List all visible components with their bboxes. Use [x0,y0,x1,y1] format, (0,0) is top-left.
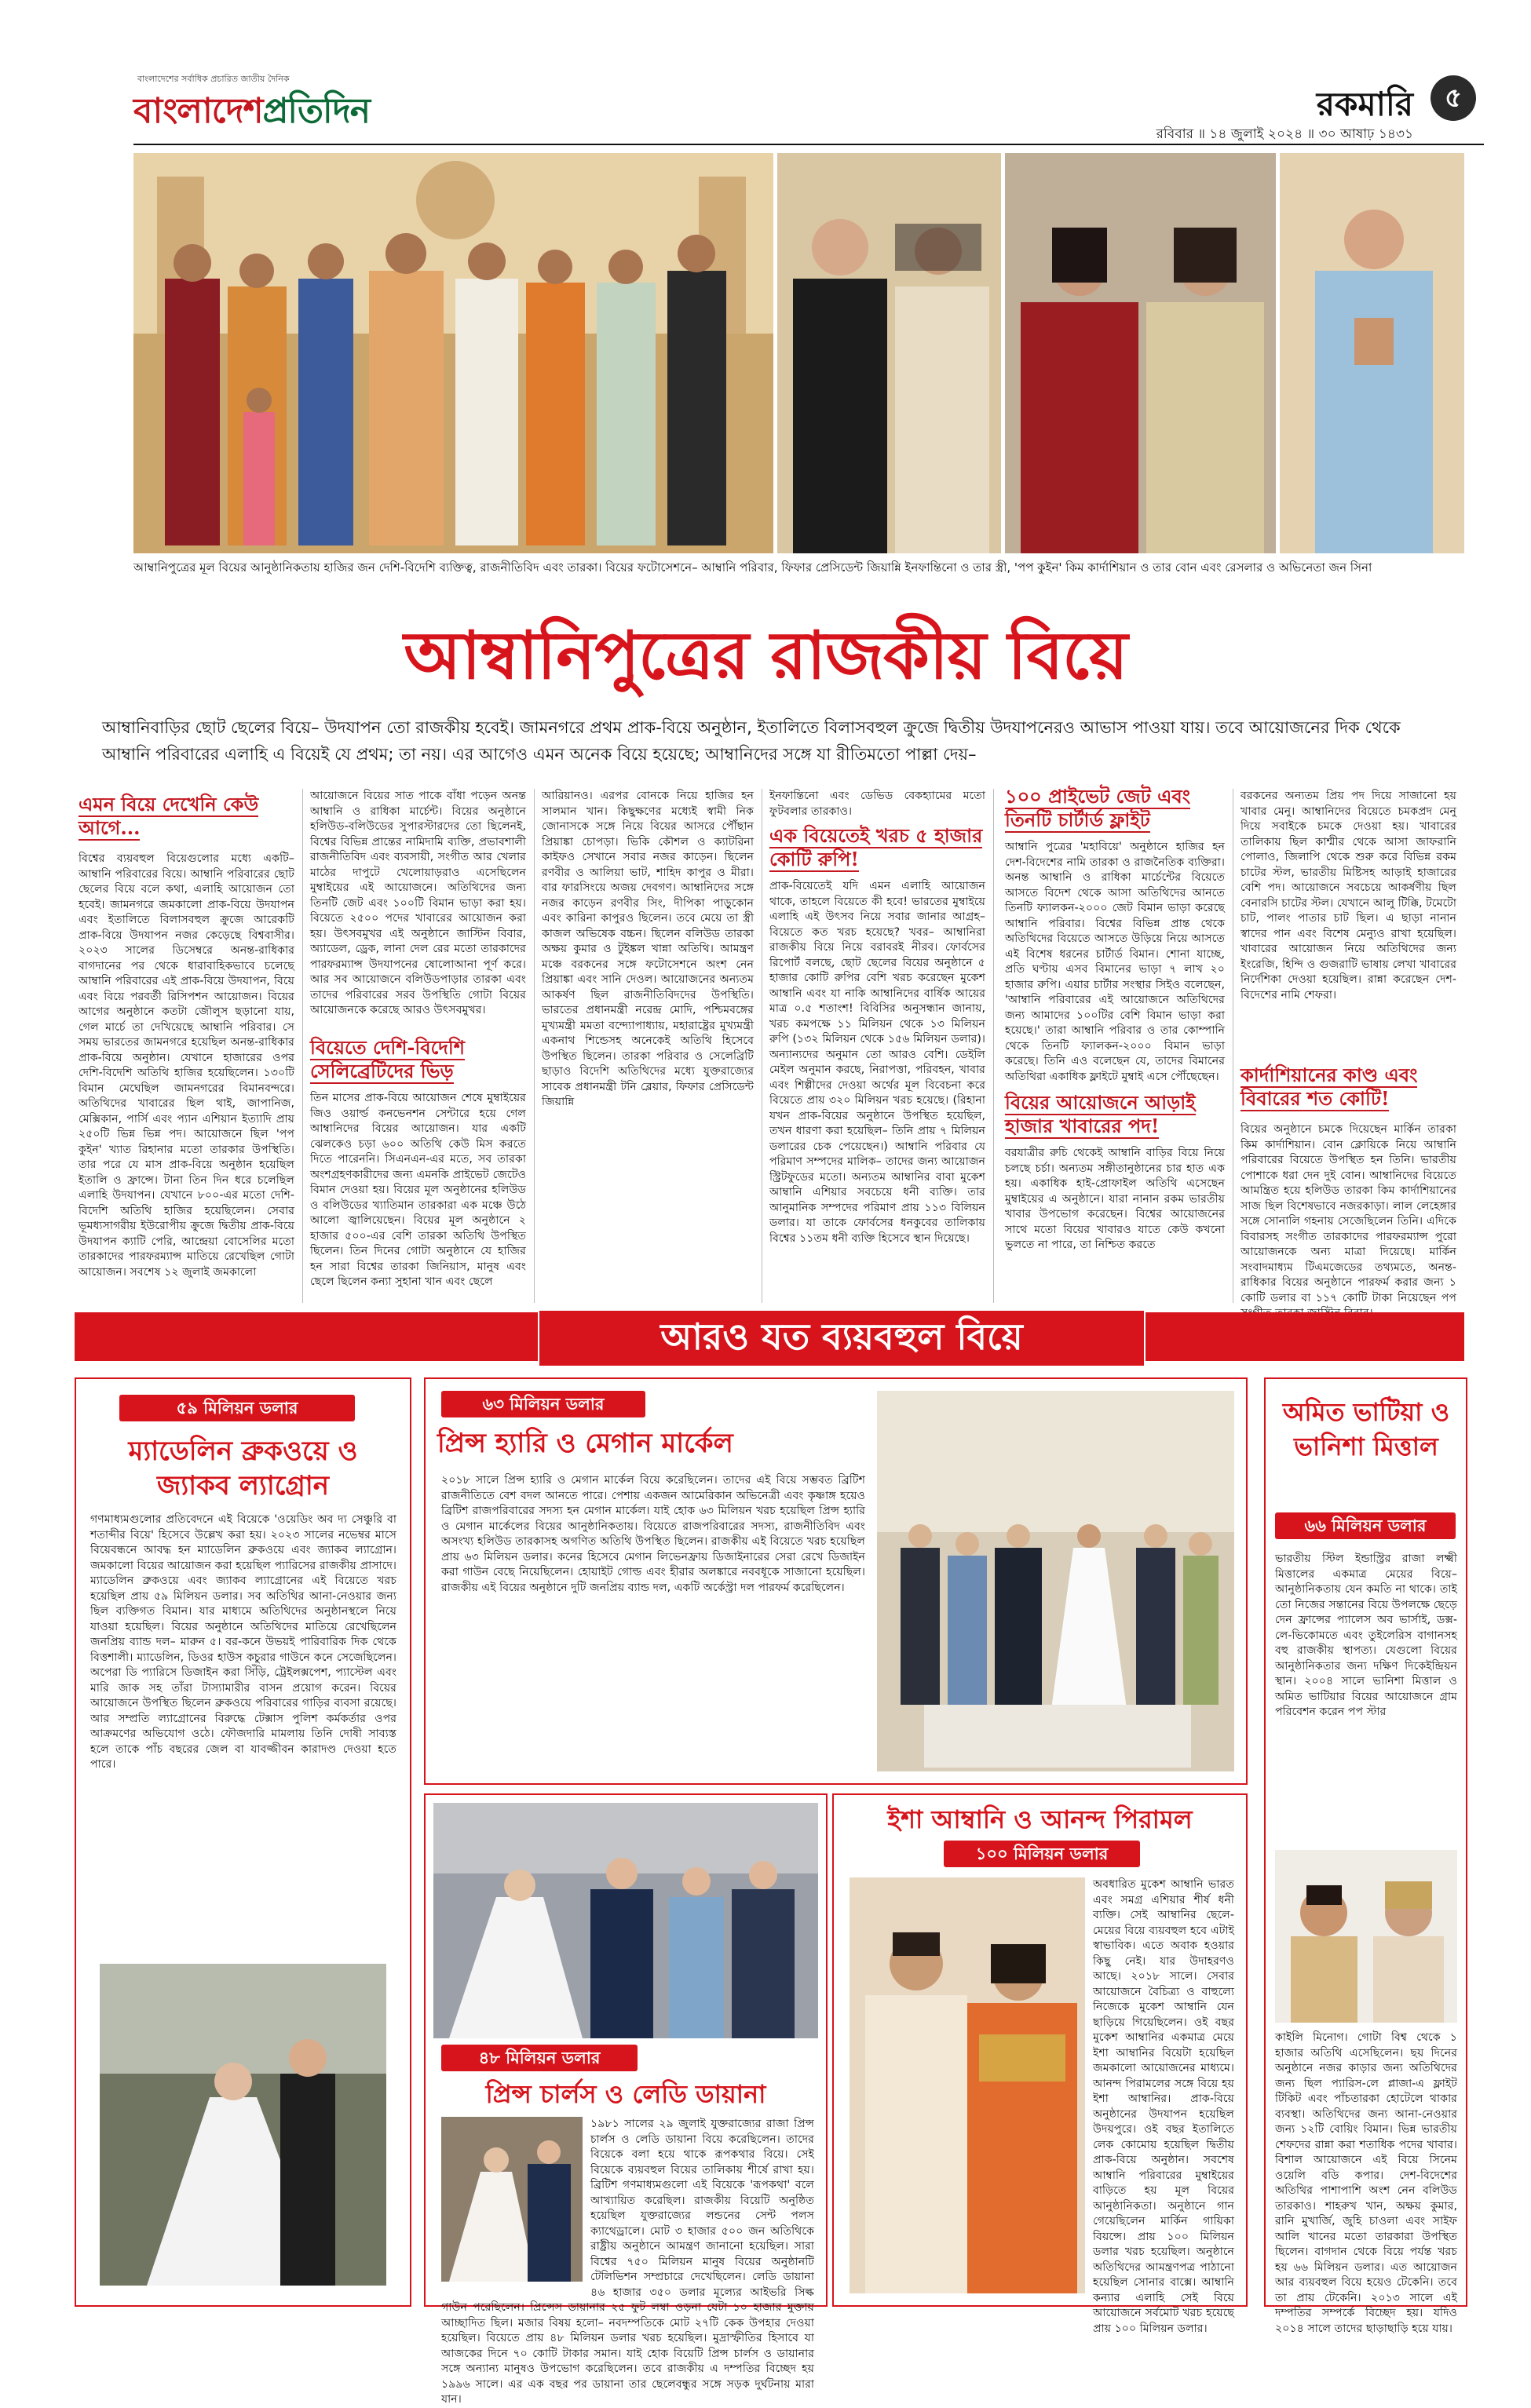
band-title-box [538,1309,1146,1367]
main-headline: আম্বানিপুত্রের রাজকীয় বিয়ে [404,616,1127,694]
article-column-4b: প্রাক-বিয়েতেই যদি এমন এলাহি আয়োজন থাকে, তাহলে বিয়েতে কী হবে! ভারতের মুম্বাইয়ে এলাহি এই উৎসব নিয়ে সবার জানার আগ্রহ– বিয়েতে কত খরচ হয়েছে? খবর– আম্বানিরা রাজকীয় বিয়ে নিয়ে বরাবরই নীরব। ফোর্বসের রিপোর্ট বলছে, ছোট ছেলের বিয়ের অনুষ্ঠানে ৫ হাজার কোটি রুপির বেশি খরচ করেছেন মুকেশ আম্বানি এবং যা নাকি আম্বানিদের বার্ষিক আয়ের মাত্র ০.৫ শতাংশ! বিবিসির অনুসন্ধান জানায়, খরচ কমপক্ষে ১১ মিলিয়ন থেকে ১৩ মিলিয়ন রুপি (১৩২ মিলিয়ন থেকে ১৫৬ মিলিয়ন ডলার)। অন্যান্যদের অনুমান তো আরও বেশি। ডেইলি মেইল অনুমান করছে, নিরাপত্তা, পরিবহন, খাবার এবং শিল্পীদের দেওয়া অর্থের মূল বিবেচনা করে বিয়েতে প্রায় ৩২০ মিলিয়ন খরচ হয়েছে। (রিহানা যখন প্রাক-বিয়ের অনুষ্ঠানে উপস্থিত হয়েছিল, তখন ধারণা করা হয়েছিল– তিনি প্রায় ৭ মিলিয়ন ডলারের চেক পেয়েছেন।) আম্বানি পরিবার যে পরিমাণ সম্পদের মালিক– তাদের জন্য আয়োজন স্ট্রিটফুডের মতো। অন্যতম আম্বানির বাবা মুকেশ আম্বানি এশিয়ার সবচেয়ে ধনী ব্যক্তি। তার আনুমানিক সম্পদের পরিমাণ প্রায় ১১৩ বিলিয়ন ডলার। যা তাকে ফোর্বসের ধনকুবের তালিকায় বিশ্বের ১১তম ধনী ব্যক্তি হিসেবে স্থান দিয়েছে। [769,880,985,1245]
logo-tagline: বাংলাদেশের সর্বাধিক প্রচারিত জাতীয় দৈনিক [137,74,290,84]
harry-cost-badge: ৬৩ মিলিয়ন ডলার [441,1391,645,1417]
newspaper-logo[interactable] [133,85,370,142]
kardashian-sisters-photo [1005,153,1276,553]
subhead-4-text: ১০০ প্রাইভেট জেট এবং তিনটি চার্টার্ড ফ্লাইট [1005,785,1191,831]
subhead-5-text: বিয়ের আয়োজনে আড়াই হাজার খাবারের পদ! [1005,1091,1196,1137]
charles-title: প্রিন্স চার্লস ও লেডি ডায়ানা [485,2079,766,2109]
harry-title: প্রিন্স হ্যারি ও মেগান মার্কেল [437,1428,733,1459]
band-title: আরও যত ব্যয়বহুল বিয়ে [660,1315,1023,1358]
fifa-president-photo [777,153,1001,553]
article-column-6b: বিয়ের অনুষ্ঠানে চমকে দিয়েছেন মার্কিন তারকা কিম কার্দাশিয়ান। বোন ক্লোয়িকে নিয়ে আম্বানি পরিবারের বিয়েতে উপস্থিত হন তিনি। ভারতীয় পোশাকে ধরা দেন দুই বোন। আম্বানিদের বিয়েতে আমন্ত্রিত হয়ে হলিউড তারকা কিম কার্দাশিয়ানের সাজ ছিল বিশেষভাবে নজরকাড়া। লাল লেহেঙ্গার সঙ্গে সোনালি গহনায় সেজেছিলেন তিনি। এদিকে বিবারসহ সংগীত তারকাদের পারফরম্যান্স পুরো আয়োজনকে অন্য মাত্রা দিয়েছে। মার্কিন সংবাদমাধ্যম টিএমজেডের তথ্যমতে, অনন্ত-রাধিকার বিয়ের অনুষ্ঠানে পারফর্ম করার জন্য ১ কোটি ডলার বা ১১৭ কোটি টাকা নিয়েছেন পপ [1241,1123,1456,1304]
amit-vanisha-photo [1275,1850,1457,2023]
madeline-cost-badge: ৫৯ মিলিয়ন ডলার [119,1395,355,1421]
isha-box [832,1793,1248,2335]
column-rule [993,789,994,1303]
article-column-2a: আয়োজনে বিয়ের সাত পাকে বাঁধা পড়েন অনন্ত আম্বানি ও রাধিকা মার্চেন্ট। বিয়ের অনুষ্ঠানে হলিউড-বলিউডের সুপারস্টারদের তো ছিলেনই, বিশ্বের বিভিন্ন প্রান্তের নামিদামি ব্যক্তি, প্রভাবশালী রাজনীতিবিদ এবং ব্যবসায়ী, সংগীত আর খেলার মাঠের দাপুটে খেলোয়াড়রাও এসেছিলেন মুম্বাইয়ের এই আয়োজনে। অতিথিদের জন্য তিনটি জেট এবং ১০০টি বিমান ভাড়া করা হয়। বিয়েতে ২৫০০ পদের খাবারের আয়োজন করা হয়। উৎসবমুখর এই অনুষ্ঠানে জাস্টিন বিবার, অ্যাডেল, ড্রেক, লানা দেল রের মতো তারকাদের পারফরম্যান্স উদযাপনের ষোলোআনা পূর্ণ করে। আর সব আয়োজনে বলিউডপাড়ার তারকা এবং তাদের পরিবারের সরব উপস্থিতি গোটা বিয়ের আয়োজনকে করেছে আরও উৎসবমুখর। [310,790,526,1016]
column-rule [302,789,303,1303]
subhead-4 [1005,785,1233,832]
royal-wedding-group-photo [877,1391,1234,1771]
article-column-4a: ইনফান্তিনো এবং ডেভিড বেকহ্যামের মতো ফুটবলার তারকাও। [769,790,985,818]
madeline-title: ম্যাডেলিন ব্রুকওয়ে ও জ্যাকব ল্যাগ্রোন [128,1436,358,1501]
subhead-6 [1241,1064,1460,1111]
isha-title: ইশা আম্বানি ও আনন্দ পিরামল [887,1804,1193,1834]
harry-text: ২০১৮ সালে প্রিন্স হ্যারি ও মেগান মার্কেল বিয়ে করেছিলেন। তাদের এই বিয়ে সম্ভবত ব্রিটিশ রাজনীতিতে বেশ বদল আনতে পারে। পেশায় একজন আমেরিকান অভিনেত্রী এবং কৃষ্ণাঙ্গ হয়েও ব্রিটিশ রাজপরিবারের সদস্য হন মেগান মার্কেল। যাই হোক ৬৩ মিলিয়ন খরচ হয়েছিল প্রিন্স হ্যারি ও মেগান মার্কেলের বিয়ের আনুষ্ঠানিকতায়। বিয়েতে রাজপরিবারের সদস্য, রাজনীতিবিদ এবং অসংখ্য হলিউড তারকাসহ অগণিত অতিথি উপস্থিত ছিলেন। রাজকীয় এই বিয়েতে খরচ হয়েছিল প্রায় ৬৩ মিলিয়ন ডলার। কনের হিসেবে মেগান লিভেনফ্রায় ডিজাইনারের সেরা রেখে ডিজাইন করা গাউন বেছে নিয়েছিলেন। হোয়াইট গোল্ড এবং হীরার অলঙ্কারে নববধূকে সাজানো হয়েছিল। রাজকীয় এই বিয়ের অনুষ্ঠানে দুটি জনপ্রিয় ব্যান্ড দল, একটি অর্কেস্ট্রা দল পারফর্ম করেছিলেন। [441,1474,865,1594]
masthead [0,0,1531,149]
ambani-family-photo [133,153,773,553]
charles-cost-badge: ৪৮ মিলিয়ন ডলার [441,2045,638,2071]
isha-cost-badge: ১০০ মিলিয়ন ডলার [944,1841,1140,1867]
article-column-2b: তিন মাসের প্রাক-বিয়ে আয়োজন শেষে মুম্বাইয়ের জিও ওয়ার্ল্ড কনভেনশন সেন্টারে হয়ে গেল আম্বানিদের বিয়ের আয়োজন। যার একটি ঝেলকেও চড়া ৬০০ অতিথি কেউ মিস করতে দিতে পারেননি। সিএনএন-এর মতে, সব তারকা অংশগ্রহণকারীদের জন্য এমনকি প্রাইভেট জেটেও বিমান দেওয়া হয়। বিয়ের মূল অনুষ্ঠানের হলিউড ও বলিউডের খ্যাতিমান তারকারা এক মঞ্চে উঠে আলো জ্বালিয়েছেন। বিয়ের মূল অনুষ্ঠানে ২ হাজার ৫০০-এর বেশি তারকা অতিথি উপস্থিত ছিলেন। তিন দিনের গোটা অনুষ্ঠানে যে হাজির হন সারা বিশ্বের তারকা জিনিয়াস, মানুষ এবং ছেলে ছিলেন কন্যা সুহানা খান এবং ছেলে [310,1092,526,1288]
article-column-1: বিশ্বের ব্যয়বহুল বিয়েগুলোর মধ্যে একটি– আম্বানি পরিবারের বিয়ে। আম্বানি পরিবারের ছোট ছেলের বিয়ে বলে কথা, এলাহি আয়োজন তো হবেই। জামনগরে জমকালো প্রাক-বিয়ে উদযাপন এবং ইতালিতে বিলাসবহুল ক্রুজে আরেকটি প্রাক-বিয়ে উদযাপন নজর কেড়েছে বিশ্ববাসীর। ২০২৩ সালের ডিসেম্বরে অনন্ত-রাধিকার বাগদানের পর থেকে ধারাবাহিকভাবে চলেছে আম্বানি পরিবারের এই প্রাক-বিয়ে উদযাপন, বিয়ে এবং বিয়ে পরবর্তী রিসিপশন আয়োজন। বিয়ের আগের অনুষ্ঠানে কতটা জৌলুস ছড়ানো যায়, গেল মার্চে তা দেখিয়েছে আম্বানি পরিবার। সে সময় ভারতের জামনগরে হয়েছিল অনন্ত-রাধিকার প্রাক-বিয়ে অনুষ্ঠান। যেখানে হাজারের ওপর দেশি-বিদেশি অতিথি হাজির হয়েছিলেন। ১৩০টি বিমান মেঘেছিল জামনগরের বিমানবন্দরে। অতিথিদের খাবারের ছিল থাই, জাপানিজ, মেক্সিকান, পার্সি এবং প্যান এশিয়ান ইত্যাদি প্রায় ২৫০টি ভিন্ন ভিন্ন পদ। আয়োজনে ছিল 'পপ কুইন' খ্যাত রিহানার মতো তারকার উপস্থিতি। তার পরে যে মাস প্রাক-বিয়ে অনুষ্ঠান হয়েছিল ইতালি ও ফ্রান্সে। টানা তিন দিন ধরে চলেছিল এলাহি উদযাপন। যেখানে ৮০০-এর মতো দেশি-বিদেশি অতিথি হাজির হয়েছিলেন। সেবার ভূমধ্যসাগরীয় ইউরোপীয় ক্রুজে দ্বিতীয় প্রাক-বিয়ে উদযাপন ক্যাটি পেরি, আন্দ্রেয়া বোসেলির মতো তারকাদের পারফরম্যান্স মাতিয়ে রেখেছিল গোটা আয়োজন। সবশেষ ১২ জুলাই জমকালো [79,852,294,1279]
text-wrap-spacer [441,2117,590,2286]
article-column-5b: বরযাত্রীর রুচি থেকেই আম্বানি বাড়ির বিয়ে নিয়ে চলছে চর্চা। অন্যতম সঙ্গীতানুষ্ঠানের চার হাত এক হয়। একাধিক হাই-প্রোফাইল অতিথি এসেছেন মুম্বাইয়ের এ অনুষ্ঠানে। যারা নানান রকম ভারতীয় খাবার উপভোগ করেছেন। বিশ্বের আয়োজনের সাথে মতো বিয়ের খাবারও যাতে কেউ কখনো ভুলতে না পারে, তা নিশ্চিত করতে [1005,1147,1225,1251]
article-column-3: আরিয়ানও। এরপর বোনকে নিয়ে হাজির হন সালমান খান। কিছুক্ষণের মধ্যেই স্বামী নিক জোনাসকে সঙ্গে নিয়ে বিয়ের আসরে পৌঁছান প্রিয়াঙ্কা চোপড়া। ভিকি কৌশল ও ক্যাটরিনা কাইফও সেখানে সবার নজর কাড়েন। ছিলেন রণবীর ও আলিয়া ভাট, শাহিদ কাপুর ও মীরা। বার ফারসিংয়ে অজয় দেবগণ। আম্বানিদের সঙ্গে নজর কাড়েন রণবীর সিং, দীপিকা পাড়ুকোন এবং কারিনা কাপুরও ছিলেন। তবে মেয়ে তা স্ত্রী কাজল অভিষেক বচ্চন। ছিলেন বলিউড তারকা অক্ষয় কুমার ও টুইঙ্কল খান্না অতিথি। আমন্ত্রণ মঞ্চে বরকনের সঙ্গে ফটোসেশনে অংশ নেন প্রিয়াঙ্কা এবং সানি দেওল। আয়োজনের অন্যতম আকর্ষণ ছিল রাজনীতিবিদদের উপস্থিতি। ভারতের প্রধানমন্ত্রী নরেন্দ্র মোদি, পশ্চিমবঙ্গের মুখ্যমন্ত্রী মমতা বন্দ্যোপাধ্যায়, মহারাষ্ট্রের মুখ্যমন্ত্রী একনাথ শিন্ডেসহ অনেকেই অতিথি হিসেবে উপস্থিত ছিলেন। তারকা পরিবার ও সেলেব্রিটি ছাড়াও বিদেশি অতিথিদের মধ্যে যুক্তরাজ্যের সাবেক প্রধানমন্ত্রী টনি ব্লেয়ার, ফিফার প্রেসিডেন্ট জিয়ান্নি [542,790,754,1108]
article-column-5a: আম্বানি পুত্রের 'মহাবিয়ে' অনুষ্ঠানে হাজির হন দেশ-বিদেশের নামি তারকা ও রাজনৈতিক ব্যক্তিরা। অনন্ত আম্বানি ও রাধিকা মার্চেন্টের বিয়েতে আসতে বিদেশ থেকে আসা অতিথিদের আনতে তিনটি ফ্যালকন-২০০০ জেট বিমান ভাড়া করেছে আম্বানি পরিবার। বিশ্বের বিভিন্ন প্রান্ত থেকে অতিথিদের বিয়েতে আসতে উড়িয়ে নিয়ে আসতে এই বিশেষ ধরনের চার্টার্ড বিমান। শোনা যাচ্ছে, প্রতি ঘণ্টায় এসব বিমানের ভাড়া ৭ লাখ ২০ হাজার রুপি। এয়ার চার্টার সংস্থার সিইও বলেছেন, 'আম্বানি পরিবারের এই আয়োজনে অতিথিদের জন্য আমাদের ১০০টির বেশি বিমান ভাড়া করা হয়েছে।' তারা আম্বানি পরিবার ও তার কোম্পানি থেকে তিনটি ফ্যালকন-২০০০ বিমান ভাড়া করেছে। তিনি এও বলেছেন যে, তাদের বিমানের অতিথিরা একাধিক ফ্লাইটে মুম্বাই এসে পৌঁছেছেন। [1005,841,1225,1083]
subhead-3-text: এক বিয়েতেই খরচ ৫ হাজার কোটি রুপি! [769,824,983,870]
subhead-1-text: এমন বিয়ে দেখেনি কেউ আগে... [79,793,259,839]
amit-text-2: কাইলি মিনোগ। গোটা বিশ্ব থেকে ১ হাজার অতিথি এসেছিলেন। ছয় দিনের অনুষ্ঠানে নজর কাড়ার জন্য অতিথিদের জন্য ছিল প্যারিস-লে প্লাজা-এ ফ্লাইট টিকিট এবং পাঁচতারকা হোটেলে থাকার ব্যবস্থা। অতিথিদের জন্য আনা-নেওয়ার জন্য ১২টি বোয়িং বিমান। ভিন্ন ভারতীয় শেফদের রান্না করা শতাধিক পদের খাবার। বিশাল আয়োজনে এই বিয়ে সিনেম ওয়েলি বডি কপার। দেশ-বিদেশের অতিথির পাশাপাশি অংশ নেন বলিউড তারকাও। শাহরুখ খান, অক্ষয় কুমার, রানি মুখার্জি, জুহি চাওলা এবং সাইফ আলি খানের মতো তারকারা উপস্থিত ছিলেন। বাগদান থেকে বিয়ে পর্যন্ত খরচ হয় ৬৬ মিলিয়ন ডলার। এত আয়োজন আর ব্যয়বহুল বিয়ে হয়েও টেকেনি। তবে তা প্রায় টেকেনি। ২০১৩ সালে এই দম্পতির সম্পর্কে বিচ্ছেদ হয়। যদিও ২০১৪ সালে তাদের ছাড়াছাড়ি হয়ে যায়। [1275,2031,1457,2335]
charles-diana-box [424,1793,828,2406]
logo-part-2: প্রতিদিন [262,91,370,131]
isha-text: অবধারিত মুকেশ আম্বানি ভারত এবং সমগ্র এশিয়ার শীর্ষ ধনী ব্যক্তি। সেই আম্বানির ছেলে-মেয়ের বিয়ে ব্যয়বহুল হবে এটাই স্বাভাবিক। এতে অবাক হওয়ার কিছু নেই। যার উদাহরণও আছে। ২০১৮ সালে। সেবার আয়োজনে বৈচিত্র্য ও বাহুল্যে নিজেকে মুকেশ আম্বানি যেন ছাড়িয়ে গিয়েছিলেন। ওই বছর মুকেশ আম্বানির একমাত্র মেয়ে ইশা আম্বানির বিয়েটা হয়েছিল জমকালো আয়োজনের মাধ্যমে। আনন্দ পিরামলের সঙ্গে বিয়ে হয় ইশা আম্বানির। প্রাক-বিয়ে অনুষ্ঠানের উদযাপন হয়েছিল উদয়পুরে। ওই বছর ইতালিতে লেক কোমোয় হয়েছিল দ্বিতীয় প্রাক-বিয়ে অনুষ্ঠান। সবশেষ আম্বানি পরিবারের মুম্বাইয়ের বাড়িতে হয় মূল বিয়ের আনুষ্ঠানিকতা। অনুষ্ঠানে গান গেয়েছিলেন মার্কিন গায়িকা বিয়ন্সে। প্রায় ১০০ মিলিয়ন ডলার খরচ হয়েছিল। অনুষ্ঠানে অতিথিদের আমন্ত্রণপত্র পাঠানো হয়েছিল সোনার বাক্সে। আম্বানি কন্যার এলাহি সেই বিয়ে আয়োজনে সর্বমোট খরচ হয়েছে প্রায় ১০০ মিলিয়ন ডলার। [1093,1878,1234,2335]
dateline: রবিবার ॥ ১৪ জুলাই ২০২৪ ॥ ৩০ আষাঢ় ১৪৩১ [1156,126,1413,142]
photo-caption: আম্বানিপুত্রের মূল বিয়ের আনুষ্ঠানিকতায় হাজির জন দেশি-বিদেশি ব্যক্তিত্ব, রাজনীতিবিদ এবং তারকা। বিয়ের ফটোসেশনে– আম্বানি পরিবার, ফিফার প্রেসিডেন্ট জিয়ান্নি ইনফান্তিনো ও তার স্ত্রী, 'পপ কুইন' কিম কার্দাশিয়ান ও তার বোন এবং রেসলার ও অভিনেতা জন সিনা [133,560,1372,575]
john-cena-photo [1280,153,1464,553]
madeline-box [75,1377,411,2307]
subhead-3 [769,824,989,871]
subhead-2 [310,1036,526,1083]
subhead-2-text: বিয়েতে দেশি-বিদেশি সেলিব্রেটিদের ভিড় [310,1036,465,1082]
amit-cost-badge: ৬৬ মিলিয়ন ডলার [1275,1512,1456,1539]
page-number-badge: ৫ [1431,75,1476,121]
amit-vanisha-box [1264,1377,1467,2335]
amit-text-1: ভারতীয় স্টিল ইন্ডাস্ট্রির রাজা লক্ষ্মী মিত্তালের একমাত্র মেয়ের বিয়ে– আনুষ্ঠানিকতায় যেন কমতি না থাকে। তাই তো নিজের সন্তানের বিয়ে উপলক্ষে ছেড়ে দেন ফ্রান্সের প্যালেস অব ভার্সাই, ডক্স-লে-ভিকোমতে এবং তুইলেরিস বাগানসহ বহু রাজকীয় স্থাপত্য। যেগুলো বিয়ের আনুষ্ঠানিকতার জন্য দক্ষিণ দিকেইন্দ্রিয়ন স্থান। ২০০৪ সালে ভানিশা মিত্তাল ও অমিত ভাটিয়ার বিয়ের আয়োজনে গ্রাম পরিবেশন করেন পপ স্টার [1275,1552,1457,1718]
madeline-text: গণমাধ্যমগুলোর প্রতিবেদনে এই বিয়েকে 'ওয়েডিং অব দ্য সেঞ্চুরি বা শতাব্দীর বিয়ে' হিসেবে উল্লেখ করা হয়। ২০২৩ সালের নভেম্বর মাসে বিয়েবন্ধনে আবদ্ধ হন ম্যাডেলিন ব্রুকওয়ে এবং জ্যাকব ল্যাগ্রোন। জমকালো বিয়ের আয়োজন করা হয়েছিল প্যারিসের রাজকীয় প্রাসাদে। ম্যাডেলিন ব্রুকওয়ে এবং জ্যাকব ল্যাগ্রোনের এই বিয়েতে খরচ হয়েছিল প্রায় ৫৯ মিলিয়ন ডলার। সব অতিথির আনা-নেওয়ার জন্য ছিল ব্যক্তিগত বিমান। যার মাধ্যমে অতিথিদের অনুষ্ঠানস্থলে নিয়ে যাওয়া হয়েছিল। বিয়ের অনুষ্ঠানে অতিথিদের মাতিয়ে রেখেছিলেন জনপ্রিয় ব্যান্ড দল– মারুন ৫। বর-কনে উভয়ই পারিবারিক দিক থেকে বিত্তশালী। ম্যাডেলিন, ডিওর হাউস কচুরার গাউনে কনে সেজেছিলেন। অপেরা ডি প্যারিসে ডিজাইন করা সিঁড়ি, ট্রেইলক্সপেশ, প্যাস্টেল এবং মারি জাক সহ তাঁরা টাস্যামারীর বাসন প্রয়োগ করেন। বিয়ের আয়োজনে উপস্থিত ছিলেন ব্রুকওয়ে পরিবারের গাড়ির ব্যবসা রয়েছে। আর সম্প্রতি ল্যাগ্রোনের বিরুদ্ধে টেক্সাস পুলিশ কর্মকর্তার ওপর আক্রমণের অভিযোগ ওঠে। ফৌজদারি মামলায় তিনি দোষী সাব্যস্ত হলে তাকে পাঁচ বছরের জেল বা যাবজ্জীবন কারাদণ্ড দেওয়া হতে পারে। [90,1513,396,1771]
logo-part-1: বাংলাদেশ [133,91,263,131]
charles-text-full [441,2117,814,2406]
subhead-6-text: কার্দাশিয়ানের কাণ্ড এবং বিবারের শত কোটি! [1241,1064,1418,1110]
masthead-rule [133,144,1484,145]
column-rule [534,789,535,1303]
article-column-6a: বরকনের অন্যতম প্রিয় পদ দিয়ে সাজানো হয় খাবার মেনু। আম্বানিদের বিয়েতে চমকপ্রদ মেনু দিয়ে সবাইকে চমকে দেওয়া হয়। খাবারের তালিকায় ছিল কাশ্মীর থেকে আসা জাফরানি পোলাও, জিলাপি থেকে শুরু করে বিভিন্ন রকম চাটের স্টল, ভারতীয় মিষ্টিসহ আড়াই হাজারের বেশি পদ। আয়োজনে সবচেয়ে আকর্ষণীয় ছিল বেনারসি চাটের স্টল। যেখানে আলু টিক্কি, টমেটো চাট, পালং পাতার চাট ছিল। এ ছাড়া নানান স্বাদের পান এবং বিশেষ মেন্যুও রাখা হয়েছিল। খাবারের আয়োজন নিয়ে অতিথিদের জন্য ইংরেজি, হিন্দি ও গুজরাটি ভাষায় লেখা খাবারের নির্দেশিকা দেওয়া হয়েছিল। রান্না করেছেন দেশ-বিদেশের নামি শেফরা। [1241,790,1456,1002]
intro-paragraph: আম্বানিবাড়ির ছোট ছেলের বিয়ে– উদযাপন তো রাজকীয় হবেই। জামনগরে প্রথম প্রাক-বিয়ে অনুষ্ঠান, ইতালিতে বিলাসবহুল ক্রুজে দ্বিতীয় উদযাপনেরও আভাস পাওয়া যায়। তবে আয়োজনের দিক থেকে আম্বানি পরিবারের এলাহি এ বিয়েই যে প্রথম; তা নয়। এর আগেও এমন অনেক বিয়ে হয়েছে; আম্বানিদের সঙ্গে যা রীতিমতো পাল্লা দেয়– [102,718,1401,764]
charles-diana-balcony-photo [433,1803,818,2038]
harry-meghan-box [424,1377,1248,1785]
amit-title: অমিত ভাটিয়া ও ভানিশা মিত্তাল [1282,1397,1450,1461]
section-name: রকমারি [1316,85,1413,123]
subhead-1 [79,793,290,840]
isha-anand-photo [850,1877,1085,2293]
subhead-5 [1005,1091,1233,1138]
more-weddings-band [75,1312,1464,1361]
madeline-wedding-photo [100,1964,386,2286]
charles-text-content: ১৯৮১ সালের ২৯ জুলাই যুক্তরাজ্যের রাজা প্রিন্স চার্লস ও লেডি ডায়ানা বিয়ে করেছিলেন। তাদের বিয়েকে বলা হয়ে থাকে রূপকথার বিয়ে। সেই বিয়েকে ব্যয়বহুল বিয়ের তালিকায় শীর্ষে রাখা হয়। ব্রিটিশ গণমাধ্যমগুলো এই বিয়েকে 'রূপকথা' বলে আখ্যায়িত করেছিল। রাজকীয় বিয়েটি অনুষ্ঠিত হয়েছিল যুক্তরাজ্যের লন্ডনের সেন্ট পলস ক্যাথেড্রালে। মোট ৩ হাজার ৫০০ জন অতিথিকে রাষ্ট্রীয় অনুষ্ঠানে আমন্ত্রণ জানানো হয়েছিল। সারা বিশ্বের ৭৫০ মিলিয়ন মানুষ বিয়ের অনুষ্ঠানটি টেলিভিশন সম্প্রচারে দেখেছিলেন। লেডি ডায়ানা ৪৬ হাজার ৩৫০ ডলার মূল্যের আইভরি সিল্ক গাউন পরেছিলেন। প্রিন্সেস ডায়ানার ২৫ ফুট লম্বা ওড়না যেটা ১০ হাজার মুক্তায় আচ্ছাদিত ছিল। মজার বিষয় হলো– নবদম্পতিকে মোট ২৭টি কেক উপহার দেওয়া হয়েছিল। বিয়েতে প্রায় ৪৮ মিলিয়ন ডলার খরচ হয়েছিল। মুদ্রাস্ফীতির হিসাবে যা আজকের দিনে ৭০ কোটি টাকার সমান। যাই হোক বিয়েটি প্রিন্স চার্লস ও ডায়ানার সঙ্গে অন্যান্য মানুষও উপভোগ করেছিলেন। তবে রাজকীয় এ দম্পতির বিচ্ছেদ হয় ১৯৯৬ সালে। এর এক বছর পর ডায়ানা তার ছেলেবন্ধুর সঙ্গে সড়ক দুর্ঘটনায় মারা যান। [441,2118,814,2406]
